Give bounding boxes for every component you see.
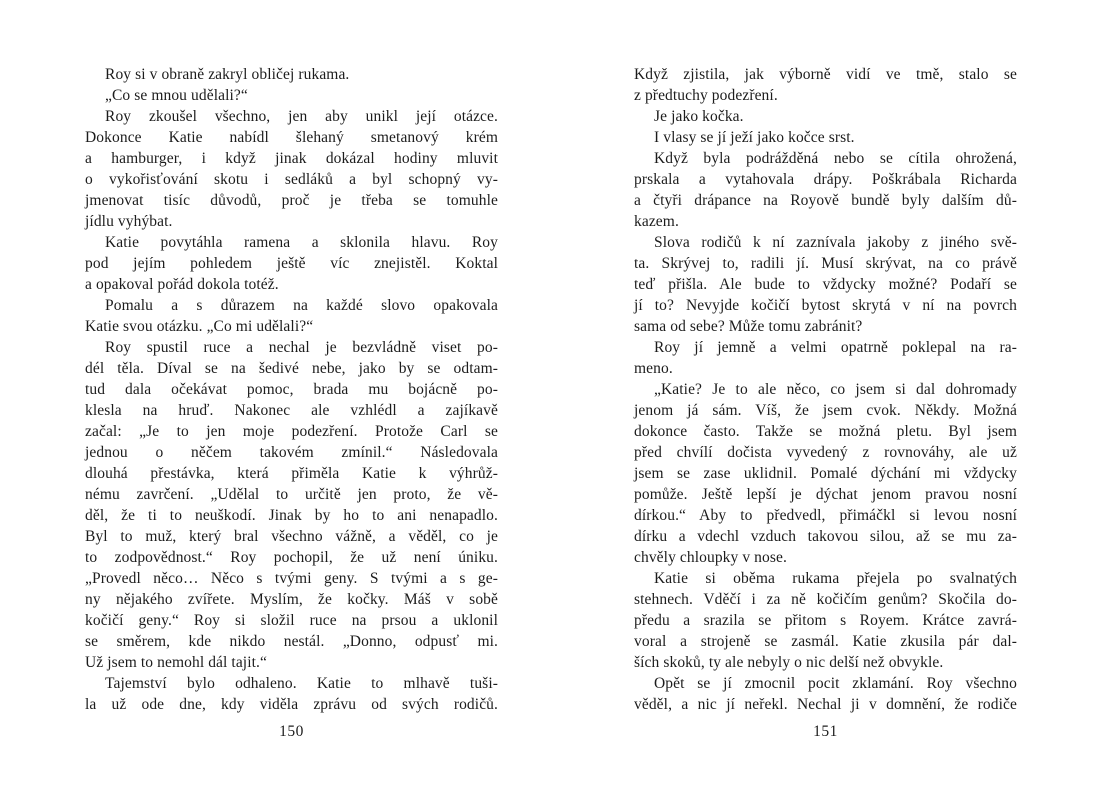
right-page <box>634 64 1017 741</box>
text-line: Už jsem to nemohl dál tajit.“ <box>85 654 267 671</box>
text-line: dlouhá přestávka, která přiměla Katie k výhrůž- <box>85 465 498 482</box>
text-line: a čtyři drápance na Royově bundě byly dalším dů- <box>634 192 1017 209</box>
text-line: Je jako kočka. <box>654 108 744 125</box>
text-line: jednou o něčem takovém zmínil.“ Následovala <box>85 444 498 461</box>
right-page-number: 151 <box>813 723 838 740</box>
text-line: Roy spustil ruce a nechal je bezvládně viset po- <box>105 339 498 356</box>
text-line: Roy si v obraně zakryl obličej rukama. <box>105 66 350 83</box>
text-line: tud dala očekávat pomoc, brada mu bojácně po- <box>85 381 498 398</box>
text-line: a hamburger, i když jinak dokázal hodiny mluvit <box>85 150 498 167</box>
text-line: Slova rodičů k ní zaznívala jakoby z jiného svě- <box>654 234 1017 251</box>
text-line: ta. Skrývej to, radili jí. Musí skrývat, na co právě <box>634 255 1017 272</box>
left-page <box>85 64 498 741</box>
text-line: teď přišla. Ale bude to vždycky možné? Podaří se <box>634 276 1017 293</box>
text-line: kočičí geny.“ Roy si složil ruce na prsou a uklonil <box>85 612 498 629</box>
text-line: věděl, a nic jí neřekl. Nechal ji v domnění, že rodiče <box>634 696 1017 713</box>
text-line: předu a srazila se přitom s Royem. Krátce zavrá- <box>634 612 1017 629</box>
text-line: Roy zkoušel všechno, jen aby unikl její otázce. <box>105 108 498 125</box>
text-line: jí to? Nevyjde kočičí bytost skrytá v ní na povrch <box>634 297 1017 314</box>
text-line: Když byla podrážděná nebo se cítila ohrožená, <box>654 150 1017 167</box>
text-line: chvěly chloupky v nose. <box>634 549 787 566</box>
text-line: jmenovat tisíc důvodů, proč je třeba se tomuhle <box>85 192 498 209</box>
text-line: I vlasy se jí ježí jako kočce srst. <box>654 129 855 146</box>
text-line: Pomalu a s důrazem na každé slovo opakovala <box>105 297 498 314</box>
text-line: nému zavrčení. „Udělal to určitě jen proto, že vě- <box>85 486 498 503</box>
text-line: meno. <box>634 360 673 377</box>
text-line: „Katie? Je to ale něco, co jsem si dal dohromady <box>654 381 1017 398</box>
text-line: ších skoků, ty ale nebyly o nic delší než obvykle. <box>634 654 944 671</box>
text-line: to zodpovědnost.“ Roy pochopil, že už není úniku. <box>85 549 498 566</box>
text-line: pomůže. Ještě lepší je dýchat jenom pravou nosní <box>634 486 1017 503</box>
text-line: jsem se zase uklidnil. Pomalé dýchání mi vždycky <box>634 465 1017 482</box>
text-line: dírku a vdechl vzduch takovou silou, až se mu za- <box>634 528 1017 545</box>
text-line: Katie si oběma rukama přejela po svalnatých <box>654 570 1017 587</box>
text-line: sama od sebe? Může tomu zabránit? <box>634 318 863 335</box>
text-line: „Co se mnou udělali?“ <box>105 87 248 104</box>
text-line: začal: „Je to jen moje podezření. Protože Carl se <box>85 423 498 440</box>
text-line: kazem. <box>634 213 679 230</box>
text-line: o vykořisťování skotu i sedláků a byl schopný vy- <box>85 171 498 188</box>
text-line: Katie svou otázku. „Co mi udělali?“ <box>85 318 314 335</box>
right-page-text <box>634 64 1017 715</box>
left-page-text <box>85 64 498 715</box>
text-line: Katie povytáhla ramena a sklonila hlavu. Roy <box>105 234 498 251</box>
text-line: prskala a vytahovala drápy. Poškrábala Richarda <box>634 171 1017 188</box>
text-line: pod jejím pohledem ještě víc znejistěl. Koktal <box>85 255 498 272</box>
text-line: z předtuchy podezření. <box>634 87 778 104</box>
text-line: ny nějakého zvířete. Myslím, že kočky. Máš v sobě <box>85 591 498 608</box>
text-line: se směrem, kde nikdo nestál. „Donno, odpusť mi. <box>85 633 498 650</box>
text-line: Opět se jí zmocnil pocit zklamání. Roy všechno <box>654 675 1017 692</box>
text-line: jenom já sám. Víš, že jsem cvok. Někdy. Možná <box>634 402 1017 419</box>
text-line: stehnech. Vděčí i za ně kočičím genům? Skočila do- <box>634 591 1017 608</box>
left-page-number: 150 <box>279 723 304 740</box>
text-line: Tajemství bylo odhaleno. Katie to mlhavě tuši- <box>105 675 498 692</box>
text-line: Dokonce Katie nabídl šlehaný smetanový krém <box>85 129 498 146</box>
text-line: „Provedl něco… Něco s tvými geny. S tvými a s ge- <box>85 570 498 587</box>
text-line: Roy jí jemně a velmi opatrně poklepal na ra- <box>654 339 1017 356</box>
text-line: la už ode dne, kdy viděla zprávu od svých rodičů. <box>85 696 498 713</box>
text-line: dél těla. Díval se na šedivé nebe, jako by se odtam- <box>85 360 498 377</box>
text-line: klesla na hruď. Nakonec ale vzhlédl a zajíkavě <box>85 402 498 419</box>
text-line: děl, že ti to neuškodí. Jinak by ho to ani nenapadlo. <box>85 507 498 524</box>
text-line: voral a strojeně se zasmál. Katie zkusila pár dal- <box>634 633 1017 650</box>
text-line: Byl to muž, který bral všechno vážně, a věděl, co je <box>85 528 498 545</box>
text-line: Když zjistila, jak výborně vidí ve tmě, stalo se <box>634 66 1017 83</box>
text-line: dokonce často. Takže se možná pletu. Byl jsem <box>634 423 1017 440</box>
text-line: před chvílí dočista vyvedený z rovnováhy, ale už <box>634 444 1017 461</box>
text-line: a opakoval pořád dokola totéž. <box>85 276 279 293</box>
text-line: jídlu vyhýbat. <box>85 213 173 230</box>
text-line: dírkou.“ Aby to předvedl, přimáčkl si levou nosní <box>634 507 1017 524</box>
